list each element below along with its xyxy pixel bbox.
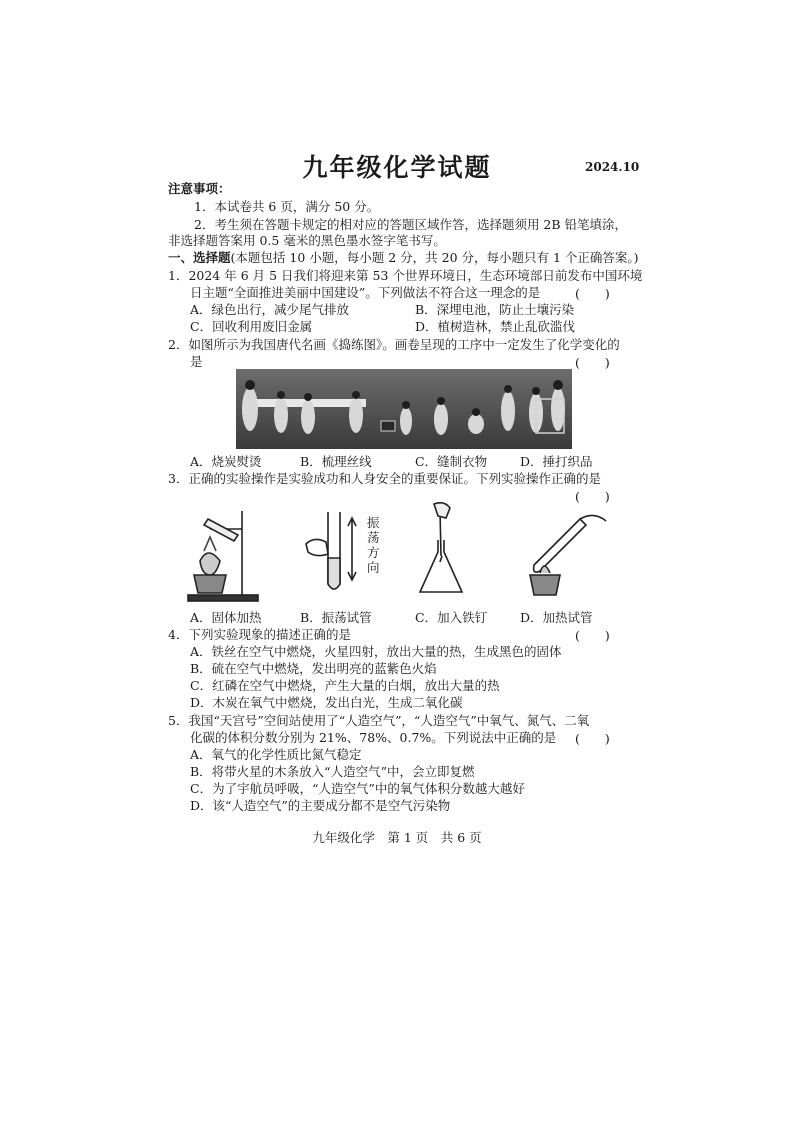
fig-shaking-test-tube [300,508,370,602]
dao-lian-tu-painting [236,369,572,453]
notice-item-1: 1．本试卷共 6 页，满分 50 分。 [194,199,380,214]
q4-option-d: D．木炭在氧气中燃烧，发出白光，生成二氧化碳 [190,695,463,710]
q2-stem-line-1: 2．如图所示为我国唐代名画《捣练图》。画卷呈现的工序中一定发生了化学变化的 [168,337,620,352]
q3-option-d: D．加热试管 [520,610,593,625]
shake-direction-label: 振荡方向 [367,515,380,575]
section-1-desc: (本题包括 10 小题，每小题 2 分，共 20 分，每小题只有 1 个正确答案。) [230,250,639,265]
q5-option-c: C．为了宇航员呼吸，“人造空气”中的氧气体积分数越大越好 [190,781,525,796]
q4-answer-paren: ( ) [575,628,610,643]
q4-option-c: C．红磷在空气中燃烧，产生大量的白烟，放出大量的热 [190,678,500,693]
q5-answer-paren: ( ) [575,731,610,746]
q2-answer-paren: ( ) [575,355,610,370]
q2-stem-line-2: 是 [190,354,203,369]
q2-option-c: C．缝制衣物 [415,454,488,469]
page-footer: 九年级化学 第 1 页 共 6 页 [312,830,482,845]
q3-stem-line-1: 3．正确的实验操作是实验成功和人身安全的重要保证。下列实验操作正确的是 [168,471,601,486]
page-title: 九年级化学试题 [302,153,492,182]
q2-option-a: A．烧炭熨烫 [190,454,262,469]
q1-stem-line-1: 1．2024 年 6 月 5 日我们将迎来第 53 个世界环境日，生态环境部日前发布中国环境 [168,268,643,283]
q3-option-b: B．振荡试管 [300,610,372,625]
notice-item-2-line-2: 非选择题答案用 0.5 毫米的黑色墨水签字笔书写。 [168,233,446,248]
fig-solid-heating [180,505,275,609]
fig-adding-iron-nail [410,500,480,604]
q2-option-b: B．梳理丝线 [300,454,372,469]
q2-option-d: D．捶打织品 [520,454,593,469]
notice-heading: 注意事项： [168,181,231,196]
q4-option-a: A．铁丝在空气中燃烧，火星四射，放出大量的热，生成黑色的固体 [190,644,562,659]
q3-option-c: C．加入铁钉 [415,610,488,625]
q3-answer-paren: ( ) [575,489,610,504]
q3-option-a: A．固体加热 [190,610,262,625]
q1-option-b: B．深埋电池，防止土壤污染 [415,302,575,317]
q1-option-c: C．回收利用废旧金属 [190,319,313,334]
q4-stem-line-1: 4．下列实验现象的描述正确的是 [168,627,351,642]
q1-stem-line-2: 日主题“全面推进美丽中国建设”。下列做法不符合这一理念的是 [190,285,541,300]
fig-heating-test-tube [520,505,610,609]
q5-stem-line-2: 化碳的体积分数分别为 21%、78%、0.7%。下列说法中正确的是 [190,730,557,745]
q1-option-a: A．绿色出行，减少尾气排放 [190,302,350,317]
q4-option-b: B．硫在空气中燃烧，发出明亮的蓝紫色火焰 [190,661,437,676]
section-1-heading: 一、选择题 [168,250,231,265]
section-1-heading-row [168,250,639,266]
q5-option-d: D．该“人造空气”的主要成分都不是空气污染物 [190,798,451,813]
q5-option-a: A．氧气的化学性质比氮气稳定 [190,747,362,762]
q1-option-d: D．植树造林，禁止乱砍滥伐 [415,319,576,334]
q1-answer-paren: ( ) [575,286,610,301]
exam-date: 2024.10 [585,160,640,174]
q5-stem-line-1: 5．我国“天宫号”空间站使用了“人造空气”，“人造空气”中氧气、氮气、二氧 [168,713,590,728]
q5-option-b: B．将带火星的木条放入“人造空气”中，会立即复燃 [190,764,475,779]
notice-item-2-line-1: 2．考生须在答题卡规定的相对应的答题区域作答，选择题须用 2B 铅笔填涂， [194,217,628,232]
